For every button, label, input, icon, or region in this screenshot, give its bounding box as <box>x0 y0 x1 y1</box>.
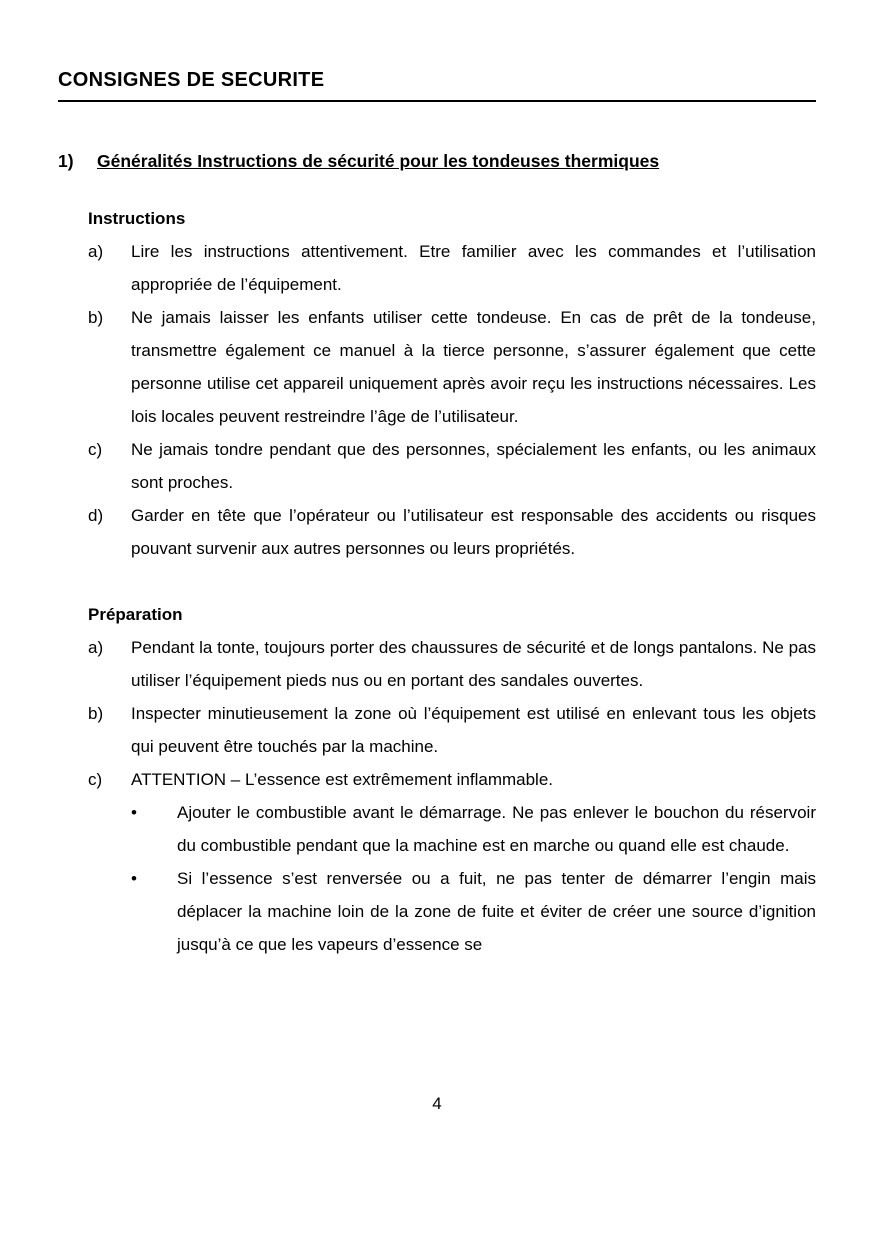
item-label: c) <box>88 770 103 789</box>
bullet-text: Si l’essence s’est renversée ou a fuit, ne pas tenter de démarrer l’engin mais déplacer la machine loin de la zone de fuite et éviter de créer une source d’ignition jusqu’à ce que les vapeurs d’essence se <box>177 869 816 954</box>
bullet-text: Ajouter le combustible avant le démarrage. Ne pas enlever le bouchon du réservoir du combustible pendant que la machine est en marche ou quand elle est chaude. <box>177 803 816 855</box>
list-item <box>88 433 816 499</box>
item-label: d) <box>88 506 104 525</box>
bullet-icon: • <box>131 803 137 822</box>
section-heading <box>58 148 816 174</box>
item-text: ATTENTION – L’essence est extrêmement inflammable. <box>131 770 554 789</box>
heading-number: 1) <box>58 151 74 171</box>
list-item <box>88 631 816 697</box>
item-label: b) <box>88 308 104 327</box>
bullet-list-item <box>131 796 816 862</box>
list-item <box>88 697 816 763</box>
item-label: a) <box>88 638 104 657</box>
document-body <box>88 202 816 961</box>
list-item <box>88 301 816 433</box>
list-item <box>88 763 816 961</box>
item-content <box>131 763 816 961</box>
item-label: a) <box>88 242 104 261</box>
item-text: Inspecter minutieusement la zone où l’équipement est utilisé en enlevant tous les objets qui peuvent être touchés par la machine. <box>131 704 816 756</box>
item-text: Pendant la tonte, toujours porter des chaussures de sécurité et de longs pantalons. Ne pas utiliser l’équipement pieds nus ou en portant des sandales ouvertes. <box>131 638 816 690</box>
list-item <box>88 235 816 301</box>
section-instructions <box>88 202 816 565</box>
item-label: c) <box>88 440 103 459</box>
list-item <box>88 499 816 565</box>
item-text: Ne jamais laisser les enfants utiliser cette tondeuse. En cas de prêt de la tondeuse, transmettre également ce manuel à la tierce personne, s’assurer également que cette personne utilise cet appareil uniquement après avoir reçu les instructions nécessaires. Les lois locales peuvent restreindre l’âge de l’utilisateur. <box>131 308 816 426</box>
bullet-list-item <box>131 862 816 961</box>
section-title: Instructions <box>88 209 186 228</box>
section-title: Préparation <box>88 605 183 624</box>
page-header <box>58 68 816 102</box>
item-text: Ne jamais tondre pendant que des personnes, spécialement les enfants, ou les animaux sont proches. <box>131 440 816 492</box>
title-divider <box>58 100 816 102</box>
section-preparation <box>88 598 816 961</box>
heading-text: Généralités Instructions de sécurité pour les tondeuses thermiques <box>97 151 660 171</box>
item-text: Garder en tête que l’opérateur ou l’utilisateur est responsable des accidents ou risques pouvant survenir aux autres personnes ou leurs propriétés. <box>131 506 816 558</box>
item-label: b) <box>88 704 104 723</box>
bullet-icon: • <box>131 869 137 888</box>
page-title: CONSIGNES DE SECURITE <box>58 69 325 91</box>
page-number: 4 <box>432 1094 442 1113</box>
item-text: Lire les instructions attentivement. Etre familier avec les commandes et l’utilisation appropriée de l’équipement. <box>131 242 816 294</box>
